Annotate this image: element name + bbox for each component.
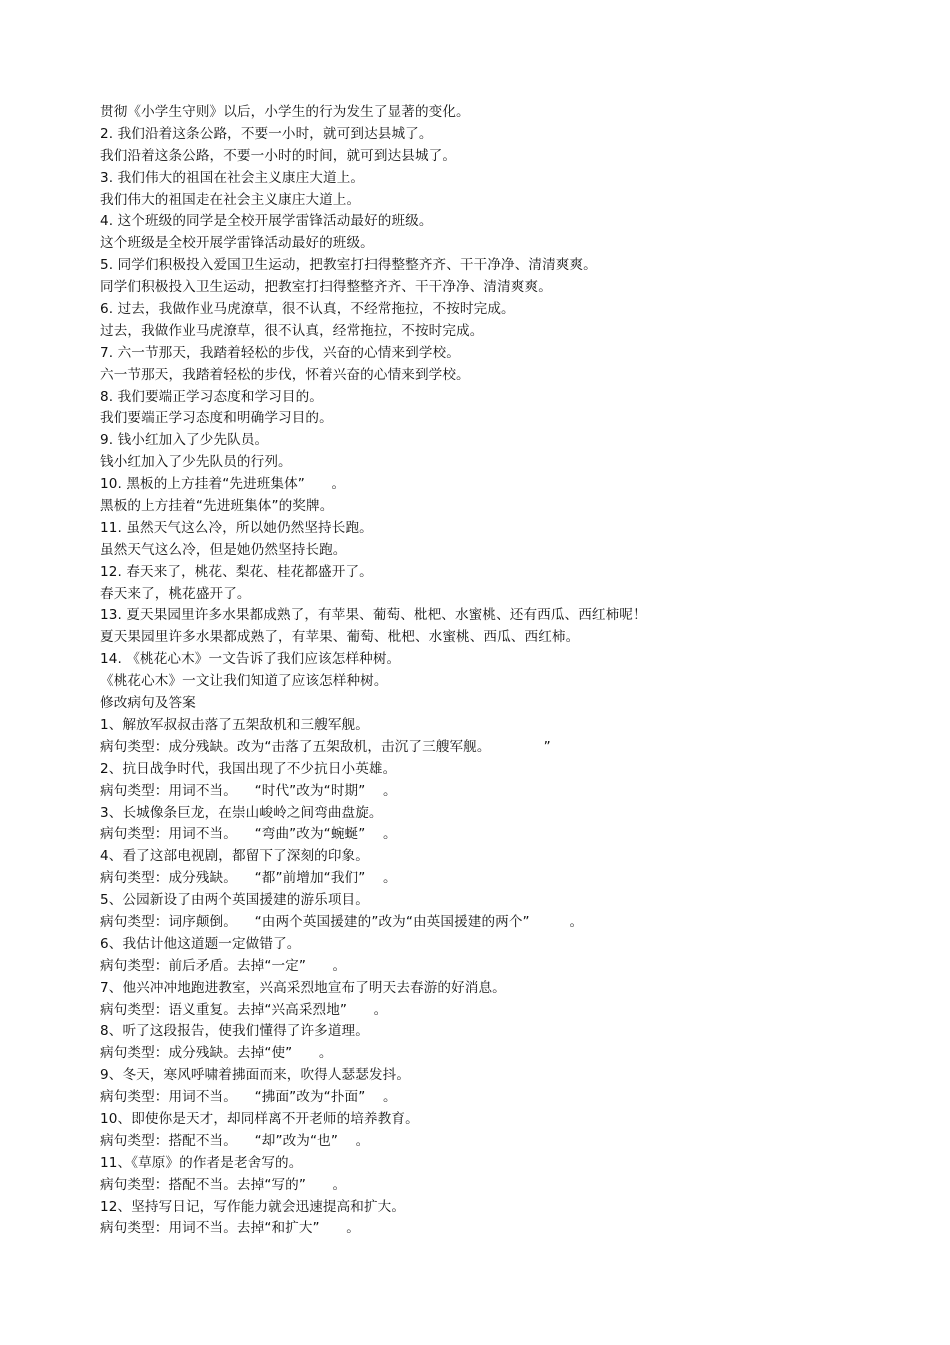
text-line: 钱小红加入了少先队员的行列。	[100, 454, 292, 471]
text-line: 7、他兴冲冲地跑进教室，兴高采烈地宣布了明天去春游的好消息。	[100, 979, 506, 996]
text-line: 病句类型：前后矛盾。去掉“一定” 。	[100, 957, 347, 974]
text-line: 13. 夏天果园里许多水果都成熟了，有苹果、葡萄、枇杷、水蜜桃、还有西瓜、西红柿呢！	[100, 607, 647, 624]
text-line: 8、听了这段报告，使我们懂得了许多道理。	[100, 1023, 369, 1040]
text-line: 我们伟大的祖国走在社会主义康庄大道上。	[100, 191, 361, 208]
text-line: 春天来了，桃花盛开了。	[100, 585, 251, 602]
text-line: 六一节那天，我踏着轻松的步伐，怀着兴奋的心情来到学校。	[100, 366, 470, 383]
text-line: 这个班级是全校开展学雷锋活动最好的班级。	[100, 235, 374, 252]
text-line: 12、坚持写日记，写作能力就会迅速提高和扩大。	[100, 1198, 406, 1215]
text-line: 病句类型：用词不当。 “拂面”改为“扑面” 。	[100, 1089, 397, 1106]
text-line: 《桃花心木》一文让我们知道了应该怎样种树。	[100, 673, 388, 690]
text-line: 病句类型：语义重复。去掉“兴高采烈地” 。	[100, 1001, 388, 1018]
text-line: 11、《草原》的作者是老舍写的。	[100, 1154, 303, 1171]
text-line: 虽然天气这么冷，但是她仍然坚持长跑。	[100, 541, 347, 558]
text-line: 2、抗日战争时代，我国出现了不少抗日小英雄。	[100, 760, 397, 777]
text-line: 5、公园新设了由两个英国援建的游乐项目。	[100, 892, 369, 909]
text-line: 9、冬天，寒风呼啸着拂面而来，吹得人瑟瑟发抖。	[100, 1067, 411, 1084]
text-line: 5. 同学们积极投入爱国卫生运动，把教室打扫得整整齐齐、干干净净、清清爽爽。	[100, 257, 597, 274]
text-line: 我们要端正学习态度和明确学习目的。	[100, 410, 333, 427]
text-line: 14. 《桃花心木》一文告诉了我们应该怎样种树。	[100, 651, 401, 668]
document-text	[100, 102, 900, 1240]
section-heading: 修改病句及答案	[100, 695, 196, 712]
text-line: 11. 虽然天气这么冷，所以她仍然坚持长跑。	[100, 519, 373, 536]
text-line: 病句类型：词序颠倒。 “由两个英国援建的”改为“由英国援建的两个” 。	[100, 913, 584, 930]
text-line: 8. 我们要端正学习态度和学习目的。	[100, 388, 323, 405]
text-line: 1、解放军叔叔击落了五架敌机和三艘军舰。	[100, 716, 369, 733]
text-line: 病句类型：成分残缺。 “都”前增加“我们” 。	[100, 870, 397, 887]
text-line: 3. 我们伟大的祖国在社会主义康庄大道上。	[100, 169, 365, 186]
text-line: 病句类型：用词不当。 “时代”改为“时期” 。	[100, 782, 397, 799]
text-line: 10、即使你是天才，却同样离不开老师的培养教育。	[100, 1110, 419, 1127]
text-line: 3、长城像条巨龙，在崇山峻岭之间弯曲盘旋。	[100, 804, 383, 821]
text-line: 4、看了这部电视剧，都留下了深刻的印象。	[100, 848, 369, 865]
text-line: 黑板的上方挂着“先进班集体”的奖牌。	[100, 498, 334, 515]
text-line: 6. 过去，我做作业马虎潦草，很不认真，不经常拖拉，不按时完成。	[100, 301, 515, 318]
text-line: 4. 这个班级的同学是全校开展学雷锋活动最好的班级。	[100, 213, 433, 230]
text-line: 10. 黑板的上方挂着“先进班集体” 。	[100, 476, 346, 493]
text-line: 6、我估计他这道题一定做错了。	[100, 935, 301, 952]
text-line: 过去，我做作业马虎潦草，很不认真，经常拖拉，不按时完成。	[100, 322, 484, 339]
text-line: 7. 六一节那天，我踏着轻松的步伐，兴奋的心情来到学校。	[100, 344, 460, 361]
text-line: 2. 我们沿着这条公路，不要一小时，就可到达县城了。	[100, 125, 433, 142]
text-line: 病句类型：成分残缺。改为“击落了五架敌机，击沉了三艘军舰。 ”	[100, 738, 551, 755]
text-line: 病句类型：搭配不当。去掉“写的” 。	[100, 1176, 347, 1193]
text-line: 病句类型：搭配不当。 “却”改为“也” 。	[100, 1132, 370, 1149]
text-line: 夏天果园里许多水果都成熟了，有苹果、葡萄、枇杷、水蜜桃、西瓜、西红柿。	[100, 629, 580, 646]
text-line: 病句类型：成分残缺。去掉“使” 。	[100, 1045, 333, 1062]
text-line: 9. 钱小红加入了少先队员。	[100, 432, 269, 449]
text-line: 病句类型：用词不当。 “弯曲”改为“蜿蜒” 。	[100, 826, 397, 843]
text-line: 12. 春天来了，桃花、梨花、桂花都盛开了。	[100, 563, 373, 580]
text-line: 我们沿着这条公路，不要一小时的时间，就可到达县城了。	[100, 147, 457, 164]
text-line: 贯彻《小学生守则》以后，小学生的行为发生了显著的变化。	[100, 104, 470, 120]
text-line: 同学们积极投入卫生运动，把教室打扫得整整齐齐、干干净净、清清爽爽。	[100, 279, 552, 296]
text-line: 病句类型：用词不当。去掉“和扩大” 。	[100, 1220, 360, 1237]
